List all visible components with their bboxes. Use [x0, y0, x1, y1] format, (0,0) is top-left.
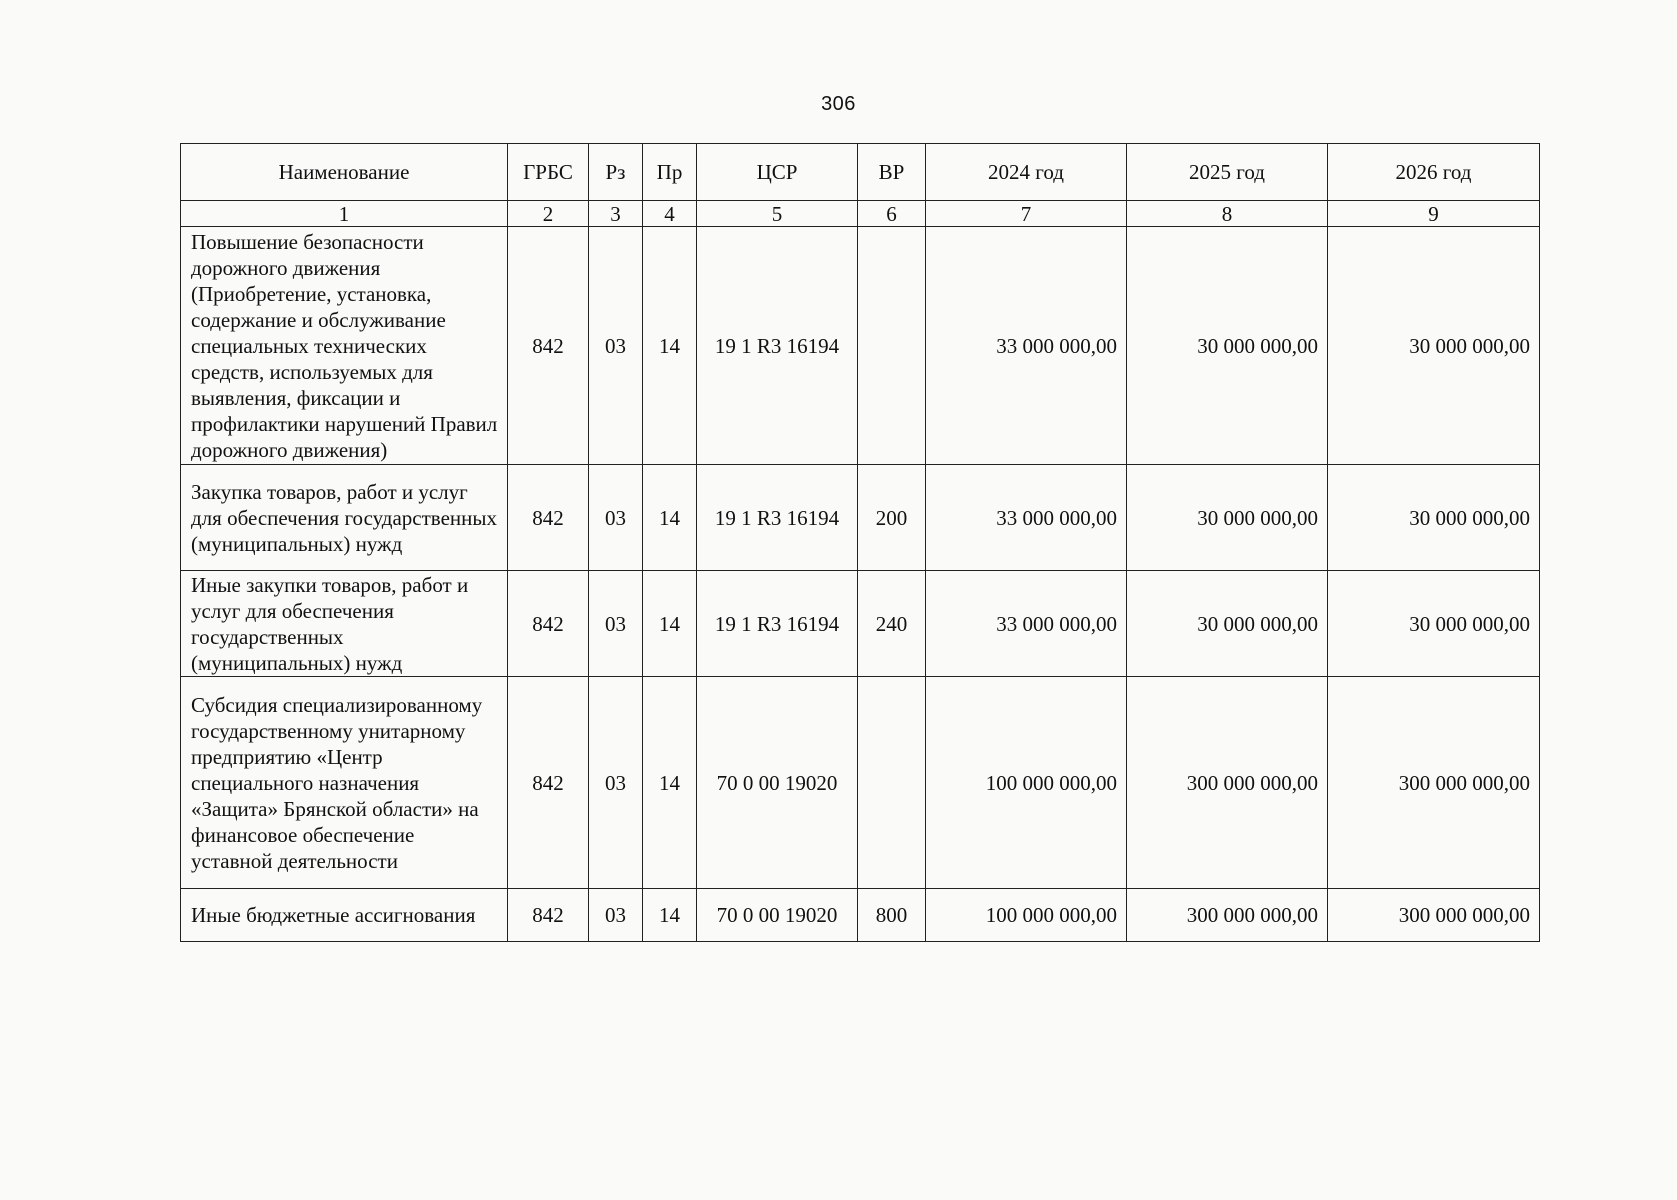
- cell-csr: 70 0 00 19020: [697, 889, 858, 942]
- cell-grbs: 842: [508, 571, 589, 677]
- cell-2026: 30 000 000,00: [1328, 227, 1540, 465]
- column-number: 5: [697, 201, 858, 227]
- cell-rz: 03: [589, 889, 643, 942]
- cell-name: Субсидия специализированному государственному унитарному предприятию «Центр специального назначения «Защита» Брянской области» на финансовое обеспечение уставной деятельности: [181, 677, 508, 889]
- table-row: [181, 465, 1540, 571]
- header-csr: ЦСР: [697, 144, 858, 201]
- column-number: 6: [858, 201, 926, 227]
- column-number: 8: [1127, 201, 1328, 227]
- column-number: 3: [589, 201, 643, 227]
- cell-pr: 14: [643, 227, 697, 465]
- cell-pr: 14: [643, 889, 697, 942]
- header-vr: ВР: [858, 144, 926, 201]
- column-number: 9: [1328, 201, 1540, 227]
- cell-pr: 14: [643, 677, 697, 889]
- budget-table: [180, 143, 1540, 942]
- column-number: 7: [926, 201, 1127, 227]
- header-pr: Пр: [643, 144, 697, 201]
- column-number-row: [181, 201, 1540, 227]
- cell-2025: 30 000 000,00: [1127, 227, 1328, 465]
- cell-rz: 03: [589, 227, 643, 465]
- column-number: 4: [643, 201, 697, 227]
- cell-name: Иные закупки товаров, работ и услуг для обеспечения государственных (муниципальных) нужд: [181, 571, 508, 677]
- cell-2024: 33 000 000,00: [926, 227, 1127, 465]
- header-grbs: ГРБС: [508, 144, 589, 201]
- cell-pr: 14: [643, 571, 697, 677]
- cell-grbs: 842: [508, 889, 589, 942]
- header-2024: 2024 год: [926, 144, 1127, 201]
- table-row: [181, 571, 1540, 677]
- cell-csr: 19 1 R3 16194: [697, 227, 858, 465]
- cell-2026: 30 000 000,00: [1328, 465, 1540, 571]
- cell-vr: 800: [858, 889, 926, 942]
- cell-grbs: 842: [508, 227, 589, 465]
- cell-vr: 200: [858, 465, 926, 571]
- table-row: [181, 227, 1540, 465]
- cell-2026: 300 000 000,00: [1328, 889, 1540, 942]
- column-number: 1: [181, 201, 508, 227]
- cell-name: Закупка товаров, работ и услуг для обеспечения государственных (муниципальных) нужд: [181, 465, 508, 571]
- cell-csr: 19 1 R3 16194: [697, 465, 858, 571]
- cell-name: Повышение безопасности дорожного движения (Приобретение, установка, содержание и обслуживание специальных технических средств, используемых для выявления, фиксации и профилактики нарушений Правил дорожного движения): [181, 227, 508, 465]
- cell-rz: 03: [589, 465, 643, 571]
- cell-csr: 19 1 R3 16194: [697, 571, 858, 677]
- cell-2026: 300 000 000,00: [1328, 677, 1540, 889]
- cell-rz: 03: [589, 571, 643, 677]
- cell-2025: 30 000 000,00: [1127, 571, 1328, 677]
- cell-2024: 100 000 000,00: [926, 677, 1127, 889]
- cell-rz: 03: [589, 677, 643, 889]
- cell-csr: 70 0 00 19020: [697, 677, 858, 889]
- cell-grbs: 842: [508, 465, 589, 571]
- page-number: 306: [821, 93, 856, 115]
- column-number: 2: [508, 201, 589, 227]
- cell-2024: 33 000 000,00: [926, 571, 1127, 677]
- cell-name: Иные бюджетные ассигнования: [181, 889, 508, 942]
- header-name: Наименование: [181, 144, 508, 201]
- header-2026: 2026 год: [1328, 144, 1540, 201]
- cell-vr: [858, 677, 926, 889]
- cell-vr: [858, 227, 926, 465]
- cell-2025: 300 000 000,00: [1127, 889, 1328, 942]
- cell-2025: 30 000 000,00: [1127, 465, 1328, 571]
- cell-pr: 14: [643, 465, 697, 571]
- cell-vr: 240: [858, 571, 926, 677]
- header-2025: 2025 год: [1127, 144, 1328, 201]
- table-row: [181, 889, 1540, 942]
- cell-grbs: 842: [508, 677, 589, 889]
- cell-2024: 100 000 000,00: [926, 889, 1127, 942]
- cell-2026: 30 000 000,00: [1328, 571, 1540, 677]
- header-rz: Рз: [589, 144, 643, 201]
- cell-2025: 300 000 000,00: [1127, 677, 1328, 889]
- header-row: [181, 144, 1540, 201]
- table-row: [181, 677, 1540, 889]
- cell-2024: 33 000 000,00: [926, 465, 1127, 571]
